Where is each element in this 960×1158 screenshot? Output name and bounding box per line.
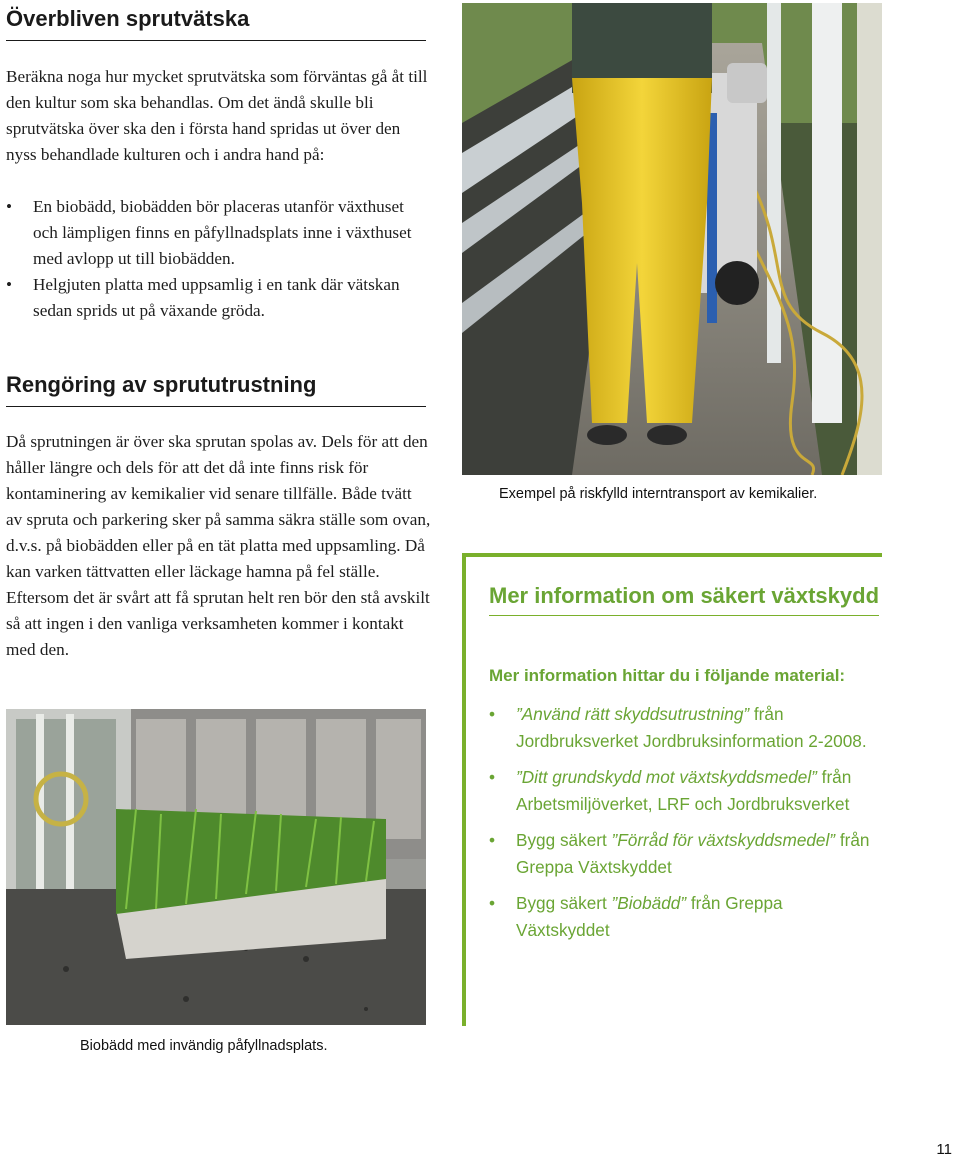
info-item: • ”Använd rätt skyddsutrustning” från Jordbruksverket Jordbruksinformation 2-2008.: [489, 704, 867, 751]
bullet-list: [6, 194, 431, 324]
bullet-item: • En biobädd, biobädden bör placeras utanför växthuset och lämpligen finns en påfyllnadsplats inne i växthuset med avlopp ut till biobädden.: [6, 194, 431, 272]
photo-chemical-transport: [462, 3, 882, 475]
photo-biobed: [6, 709, 426, 1025]
info-item: • Bygg säkert ”Förråd för växtskyddsmedel” från Greppa Växtskyddet: [489, 830, 870, 877]
bullet-item: • Helgjuten platta med uppsamlig i en tank där vätskan sedan sprids ut på växande gröda.: [6, 272, 431, 324]
photo-caption-transport: Exempel på riskfylld interntransport av kemikalier.: [499, 486, 818, 502]
info-box-list: [489, 701, 879, 953]
page-number: 11: [936, 1141, 952, 1158]
info-box-subtitle: Mer information hittar du i följande material:: [489, 666, 846, 685]
info-box-title: Mer information om säkert växtskydd: [489, 583, 879, 616]
cleaning-paragraph: Då sprutningen är över ska sprutan spolas av. Dels för att den håller längre och dels för att det då inte finns risk för kontaminering av kemikalier vid senare tillfälle. Både tvätt av spruta och parkering sker på samma säkra ställe som ovan, d.v.s. på biobädden eller på en tät platta med uppsamling. Då kan varken tättvatten eller läckage hamna på fel ställe. Eftersom det är svårt att få sprutan helt ren bör den stå avskilt så att ingen i den vanliga verksamheten kommer i kontakt med den.: [6, 432, 431, 659]
intro-paragraph: Beräkna noga hur mycket sprutvätska som förväntas gå åt till den kultur som ska behandlas. Om det ändå skulle bli sprutvätska över ska den i första hand spridas ut över den nyss behandlade kulturen och i andra hand på:: [6, 67, 428, 164]
info-item: • Bygg säkert ”Biobädd” från Greppa Växtskyddet: [489, 893, 783, 940]
section-heading-leftover: Överbliven sprutvätska: [6, 6, 426, 41]
photo-caption-biobed: Biobädd med invändig påfyllnadsplats.: [80, 1038, 328, 1054]
section-heading-cleaning: Rengöring av sprututrustning: [6, 372, 426, 407]
info-item: • ”Ditt grundskydd mot växtskyddsmedel” från Arbetsmiljöverket, LRF och Jordbruksverket: [489, 767, 852, 814]
